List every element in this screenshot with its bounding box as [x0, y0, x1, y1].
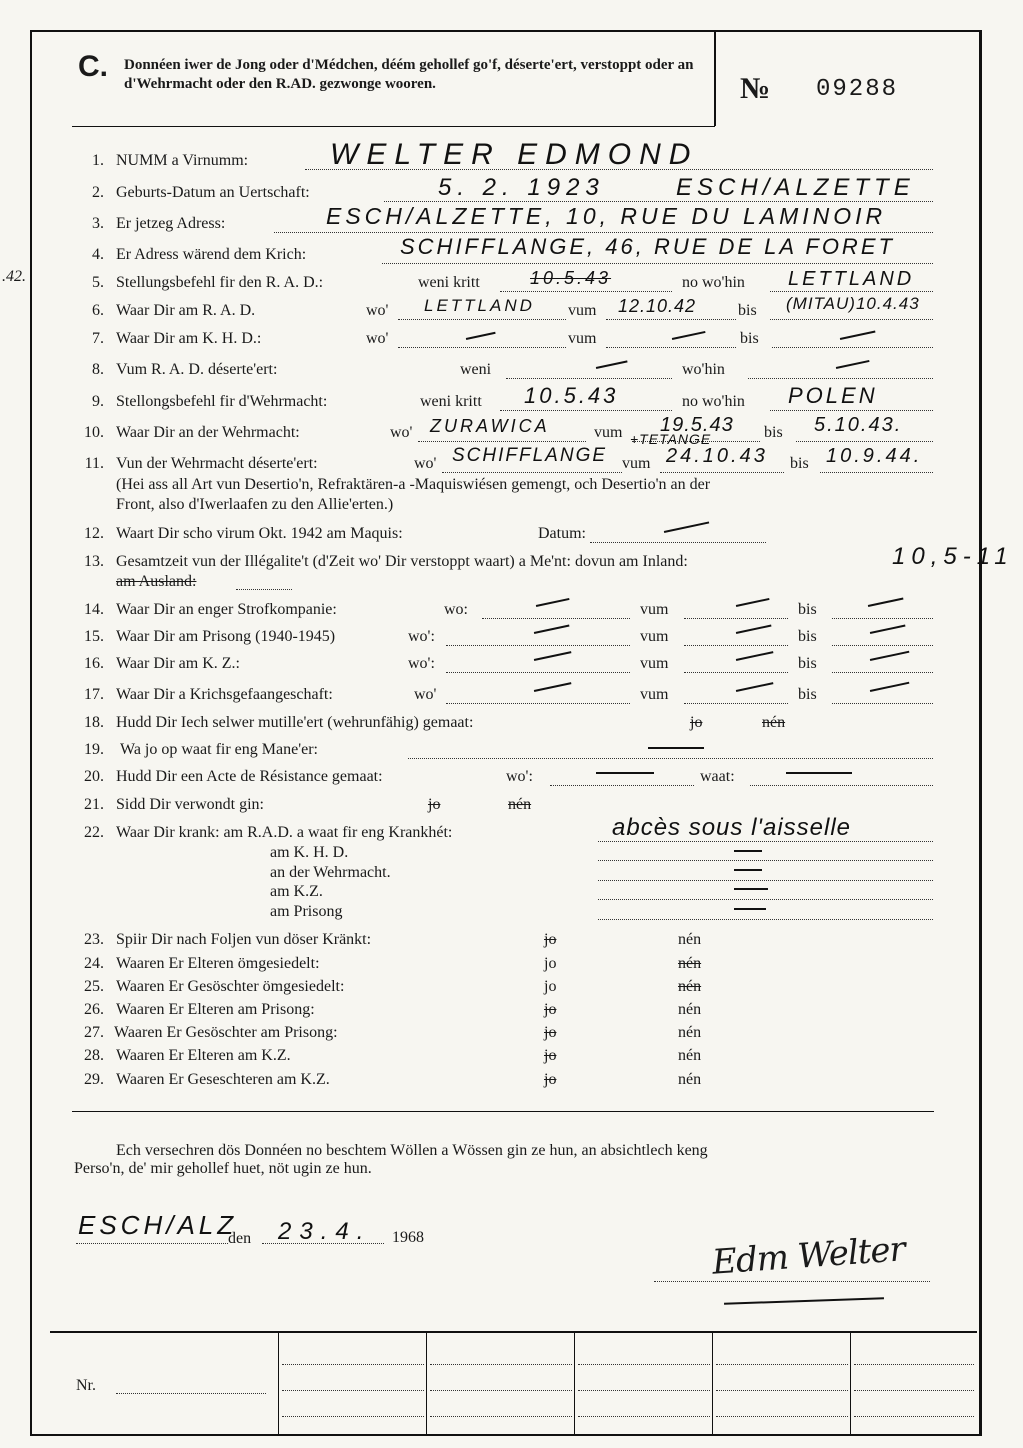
field-label: weni kritt: [418, 274, 480, 291]
option-nen: nén: [678, 978, 702, 995]
header-divider: [714, 32, 716, 126]
margin-note: .42.: [2, 268, 26, 285]
illness-value: abcès sous l'aisselle: [612, 814, 852, 841]
row-label: Vum R. A. D. déserte'ert:: [116, 361, 278, 378]
desertion-place-value: SCHIFFLANGE: [452, 445, 608, 466]
row-number: 19.: [84, 741, 104, 758]
field-label: bis: [798, 655, 817, 672]
row-number: 1.: [92, 152, 104, 169]
field-label: no wo'hin: [682, 274, 745, 291]
field-label: wo': [414, 686, 437, 703]
field-label: weni kritt: [420, 393, 482, 410]
field-label: wo':: [506, 768, 533, 785]
field-label: wo:: [444, 601, 468, 618]
row-label: Waar Dir am Prisong (1940-1945): [116, 628, 336, 645]
sub-22-khd: am K. H. D.: [270, 844, 349, 861]
row-number: 25.: [84, 978, 104, 995]
birth-place-value: ESCH/ALZETTE: [676, 174, 915, 201]
rad-from-value: 12.10.42: [618, 296, 697, 316]
field-label: bis: [798, 686, 817, 703]
field-label: bis: [790, 455, 809, 472]
row-label: Hudd Dir een Acte de Résistance gemaat:: [116, 768, 383, 785]
option-jo: jo: [544, 1024, 557, 1041]
current-address-value: ESCH/ALZETTE, 10, RUE DU LAMINOIR: [326, 203, 887, 229]
row-label: Er jetzeg Adress:: [116, 215, 226, 232]
signature-year: 1968: [392, 1229, 424, 1246]
signature-place: ESCH/ALZ: [78, 1210, 238, 1240]
row-label: Waar Dir am K. Z.:: [116, 655, 240, 672]
office-use-grid: [50, 1331, 977, 1434]
note-11-line-1: (Hei ass all Art vun Desertio'n, Refraktären-a -Maquiswiésen gemengt, och Desertio'n an der: [116, 476, 711, 493]
field-label: bis: [798, 601, 817, 618]
option-nen: nén: [508, 796, 532, 813]
row-label: Er Adress wärend dem Krich:: [116, 246, 307, 263]
wehrmacht-destination-value: POLEN: [788, 383, 878, 408]
row-label: Gesamtzeit vun der Illégalite't (d'Zeit wo' Dir verstoppt waart) a Me'nt: dovun am Inland:: [116, 553, 688, 570]
field-label: bis: [738, 302, 757, 319]
row-label: Waar Dir an der Wehrmacht:: [116, 424, 300, 441]
name-value: WELTER EDMOND: [330, 138, 699, 171]
row-number: 26.: [84, 1001, 104, 1018]
row-number: 15.: [84, 628, 104, 645]
illegality-value: 10,5-11: [892, 543, 1014, 570]
row-number: 7.: [92, 330, 104, 347]
signature-den: den: [228, 1230, 252, 1247]
row-label: Sidd Dir verwondt gin:: [116, 796, 264, 813]
row-label: Waaren Er Elteren am K.Z.: [116, 1047, 291, 1064]
field-label: bis: [740, 330, 759, 347]
option-jo: jo: [544, 1001, 557, 1018]
rad-to-value: (MITAU)10.4.43: [786, 294, 920, 313]
row-label: Waar Dir am R. A. D.: [116, 302, 256, 319]
wehrmacht-to-value: 5.10.43.: [814, 414, 903, 436]
field-label: vum: [640, 601, 669, 618]
field-label: vum: [594, 424, 623, 441]
option-nen: nén: [762, 714, 786, 731]
row-label: Hudd Dir Iech selwer mutille'ert (wehrunfähig) gemaat:: [116, 714, 474, 731]
row-number: 28.: [84, 1047, 104, 1064]
option-jo: jo: [544, 1071, 557, 1088]
option-jo: jo: [428, 796, 441, 813]
option-nen: nén: [678, 1001, 702, 1018]
signature-name: Edm Welter: [710, 1229, 907, 1283]
field-label: wo':: [408, 628, 435, 645]
row-number: 22.: [84, 824, 104, 841]
row-number: 12.: [84, 525, 104, 542]
row-label: Stellongsbefehl fir d'Wehrmacht:: [116, 393, 328, 410]
sub-22-kz: am K.Z.: [270, 883, 323, 900]
field-label: Datum:: [538, 525, 586, 542]
row-number: 21.: [84, 796, 104, 813]
field-label: vum: [568, 302, 597, 319]
declaration-line-2: Perso'n, de' mir gehollef huet, nöt ugin ze hun.: [74, 1160, 372, 1177]
row-number: 18.: [84, 714, 104, 731]
declaration-line-1: Ech versechren dös Donnéen no beschtem Wöllen a Wössen gin ze hun, an absichtlech keng: [116, 1142, 708, 1159]
section-separator: [72, 1111, 934, 1112]
section-letter: C.: [78, 50, 108, 83]
field-label: vum: [622, 455, 651, 472]
field-label: bis: [798, 628, 817, 645]
option-jo: jo: [544, 1047, 557, 1064]
field-label: vum: [640, 628, 669, 645]
section-title: Donnéen iwer de Jong oder d'Médchen, déém gehollef go'f, déserte'ert, verstoppt oder an d'Wehrmacht oder den R.AD. gezwonge wooren.: [124, 57, 694, 92]
war-address-value: SCHIFFLANGE, 46, RUE DE LA FORET: [400, 234, 895, 259]
row-label: NUMM a Virnumm:: [116, 152, 249, 169]
row-label: Vun der Wehrmacht déserte'ert:: [116, 455, 318, 472]
birth-date-value: 5. 2. 1923: [438, 174, 605, 201]
desertion-extra-value: +TETANGE: [630, 431, 712, 447]
option-nen: nén: [678, 1047, 702, 1064]
row-number: 20.: [84, 768, 104, 785]
row-label: Waaren Er Geseschteren am K.Z.: [116, 1071, 330, 1088]
wehrmacht-from-value: 19.5.43: [660, 414, 734, 436]
field-label: wo': [390, 424, 413, 441]
field-label: wo': [366, 302, 389, 319]
field-label: wo': [366, 330, 389, 347]
wehrmacht-place-value: ZURAWICA: [430, 416, 550, 436]
field-label: wo': [414, 455, 437, 472]
row-number: 6.: [92, 302, 104, 319]
row-label: Waar Dir an enger Strofkompanie:: [116, 601, 337, 618]
field-label: waat:: [700, 768, 735, 785]
row-label: Stellungsbefehl fir den R. A. D.:: [116, 274, 324, 291]
sub-22-prisong: am Prisong: [270, 903, 343, 920]
number-symbol: №: [740, 72, 771, 105]
row-label: Waaren Er Elteren ömgesiedelt:: [116, 955, 320, 972]
row-label: Waaren Er Gesöschter am Prisong:: [114, 1024, 338, 1041]
rad-place-value: LETTLAND: [424, 296, 535, 315]
option-nen: nén: [678, 931, 702, 948]
row-number: 4.: [92, 246, 104, 263]
field-label: wo':: [408, 655, 435, 672]
row-number: 11.: [84, 455, 104, 472]
field-label: vum: [640, 686, 669, 703]
rad-destination-value: LETTLAND: [788, 268, 915, 290]
desertion-to-value: 10.9.44.: [826, 445, 923, 467]
row-number: 2.: [92, 184, 104, 201]
option-nen: nén: [678, 955, 702, 972]
row-number: 13.: [84, 553, 104, 570]
row-number: 17.: [84, 686, 104, 703]
field-label: bis: [764, 424, 783, 441]
abroad-label: am Ausland:: [116, 573, 197, 590]
field-label: vum: [568, 330, 597, 347]
row-number: 16.: [84, 655, 104, 672]
row-number: 29.: [84, 1071, 104, 1088]
row-number: 5.: [92, 274, 104, 291]
desertion-from-value: 24.10.43: [666, 445, 768, 467]
row-label: Geburts-Datum an Uertschaft:: [116, 184, 310, 201]
row-number: 23.: [84, 931, 104, 948]
field-label: wo'hin: [682, 361, 725, 378]
row-number: 27.: [84, 1024, 104, 1041]
field-label: no wo'hin: [682, 393, 745, 410]
field-label: weni: [460, 361, 492, 378]
option-jo: jo: [544, 955, 557, 972]
field-label: vum: [640, 655, 669, 672]
row-label: Waar Dir am K. H. D.:: [116, 330, 262, 347]
row-label: Waaren Er Elteren am Prisong:: [116, 1001, 315, 1018]
sub-22-wehrmacht: an der Wehrmacht.: [270, 864, 391, 881]
note-11-line-2: Front, also d'Iwerlaafen zu den Allie'erten.): [116, 496, 394, 513]
rad-order-value: 10.5.43: [530, 268, 612, 288]
signature-date: 23.4.: [278, 1218, 372, 1245]
option-jo: jo: [544, 931, 557, 948]
row-label: Spiir Dir nach Foljen vun döser Kränkt:: [116, 931, 372, 948]
row-number: 14.: [84, 601, 104, 618]
option-nen: nén: [678, 1024, 702, 1041]
header-rule: [72, 126, 715, 127]
row-label: Waar Dir a Krichsgefaangeschaft:: [116, 686, 333, 703]
row-label: Wa jo op waat fir eng Mane'er:: [120, 741, 318, 758]
row-number: 8.: [92, 361, 104, 378]
row-label: Waart Dir scho virum Okt. 1942 am Maquis:: [116, 525, 403, 542]
option-jo: jo: [690, 714, 703, 731]
row-number: 3.: [92, 215, 104, 232]
row-label: Waaren Er Gesöschter ömgesiedelt:: [116, 978, 345, 995]
wehrmacht-order-value: 10.5.43: [524, 383, 619, 408]
row-number: 10.: [84, 424, 104, 441]
row-number: 9.: [92, 393, 104, 410]
row-label: Waar Dir krank: am R.A.D. a waat fir eng Krankhét:: [116, 824, 453, 841]
nr-label: Nr.: [76, 1377, 96, 1394]
form-number: 09288: [816, 76, 899, 103]
row-number: 24.: [84, 955, 104, 972]
option-jo: jo: [544, 978, 557, 995]
option-nen: nén: [678, 1071, 702, 1088]
